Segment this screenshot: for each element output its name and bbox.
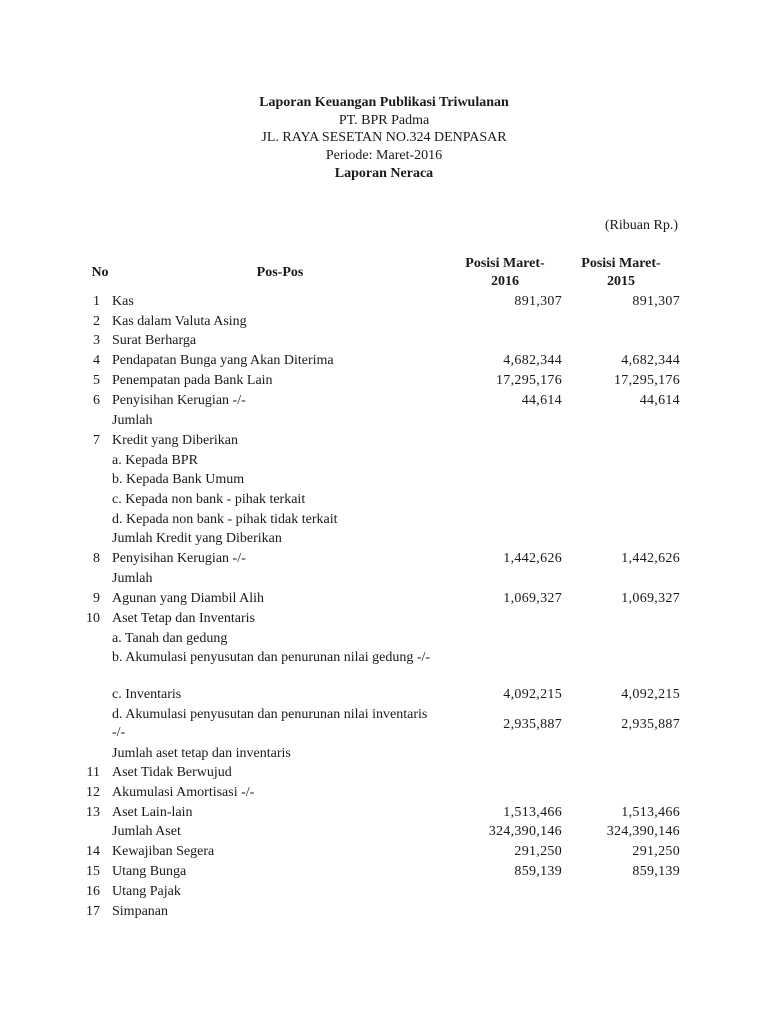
row-description: Akumulasi Amortisasi -/- <box>112 785 255 800</box>
row-number: 2 <box>93 314 100 329</box>
row-number: 4 <box>93 353 100 368</box>
row-description: Utang Bunga <box>112 864 187 879</box>
column-header-2015-line1: Posisi Maret- <box>581 256 661 271</box>
row-description: Utang Pajak <box>112 884 181 899</box>
row-description: Simpanan <box>112 904 168 919</box>
row-number: 17 <box>86 904 100 919</box>
row-number: 14 <box>86 844 100 859</box>
table-row <box>0 783 768 803</box>
row-number: 9 <box>93 591 100 606</box>
row-number: 11 <box>86 765 100 780</box>
company-name: PT. BPR Padma <box>338 113 430 128</box>
row-description: Kas dalam Valuta Asing <box>112 314 247 329</box>
row-description: d. Akumulasi penyusutan dan penurunan nilai inventaris -/- <box>112 707 428 740</box>
row-value-2015: 859,139 <box>632 864 680 879</box>
column-header-no: No <box>91 265 109 280</box>
column-header-item: Pos-Pos <box>256 265 304 280</box>
row-description: a. Kepada BPR <box>112 453 198 468</box>
row-value-2016: 891,307 <box>514 294 562 309</box>
table-row <box>0 803 768 823</box>
row-number: 3 <box>93 333 100 348</box>
column-header-2016 <box>440 255 570 291</box>
row-value-2016: 1,513,466 <box>503 805 562 820</box>
column-header-2015 <box>556 255 686 291</box>
row-value-2016: 4,092,215 <box>503 687 562 702</box>
report-title: Laporan Keuangan Publikasi Triwulanan <box>259 95 509 110</box>
row-number: 1 <box>93 294 100 309</box>
table-row <box>0 882 768 902</box>
table-row <box>0 569 768 589</box>
row-value-2016: 859,139 <box>514 864 562 879</box>
table-row <box>0 490 768 510</box>
table-row <box>0 549 768 569</box>
row-number: 13 <box>86 805 100 820</box>
row-description: Jumlah <box>112 413 153 428</box>
table-row <box>0 529 768 549</box>
row-description: Kredit yang Diberikan <box>112 433 238 448</box>
row-description: Kewajiban Segera <box>112 844 215 859</box>
row-description: Aset Tetap dan Inventaris <box>112 611 255 626</box>
table-row <box>0 431 768 451</box>
table-row <box>0 470 768 490</box>
table-row <box>0 292 768 312</box>
row-number: 7 <box>93 433 100 448</box>
table-row <box>0 902 768 922</box>
table-row <box>0 371 768 391</box>
row-value-2015: 4,092,215 <box>621 687 680 702</box>
row-value-2015: 17,295,176 <box>614 373 680 388</box>
company-address: JL. RAYA SESETAN NO.324 DENPASAR <box>261 130 507 145</box>
row-value-2015: 891,307 <box>632 294 680 309</box>
table-row <box>0 609 768 629</box>
table-row <box>0 510 768 530</box>
row-value-2016: 44,614 <box>521 393 562 408</box>
row-value-2015: 291,250 <box>632 844 680 859</box>
table-row <box>0 842 768 862</box>
row-description: Aset Lain-lain <box>112 805 193 820</box>
row-description: Jumlah Aset <box>112 824 181 839</box>
row-description: c. Inventaris <box>112 687 182 702</box>
table-row <box>0 451 768 471</box>
row-number: 5 <box>93 373 100 388</box>
row-description: b. Kepada Bank Umum <box>112 472 245 487</box>
row-number: 15 <box>86 864 100 879</box>
row-value-2016: 1,069,327 <box>503 591 562 606</box>
row-description: Pendapatan Bunga yang Akan Diterima <box>112 353 334 368</box>
table-row <box>0 331 768 351</box>
row-description: Penyisihan Kerugian -/- <box>112 551 246 566</box>
row-description: d. Kepada non bank - pihak tidak terkait <box>112 512 338 527</box>
row-value-2015: 1,442,626 <box>621 551 680 566</box>
row-description: a. Tanah dan gedung <box>112 631 228 646</box>
table-row <box>0 351 768 371</box>
row-description: Penempatan pada Bank Lain <box>112 373 273 388</box>
row-description: Agunan yang Diambil Alih <box>112 591 265 606</box>
row-description: Penyisihan Kerugian -/- <box>112 393 246 408</box>
row-value-2015: 324,390,146 <box>606 824 680 839</box>
row-description: Kas <box>112 294 134 309</box>
table-row <box>0 862 768 882</box>
table-row <box>0 822 768 842</box>
report-period: Periode: Maret-2016 <box>325 148 443 163</box>
table-row <box>0 629 768 649</box>
table-row <box>0 685 768 705</box>
row-number: 12 <box>86 785 100 800</box>
row-value-2016: 291,250 <box>514 844 562 859</box>
row-description: b. Akumulasi penyusutan dan penurunan nilai gedung -/- <box>112 650 431 665</box>
table-row <box>0 391 768 411</box>
row-value-2016: 324,390,146 <box>488 824 562 839</box>
row-number: 16 <box>86 884 100 899</box>
column-header-2015-line2: 2015 <box>607 274 635 289</box>
row-value-2016: 2,935,887 <box>503 717 562 732</box>
row-value-2015: 1,513,466 <box>621 805 680 820</box>
row-value-2015: 44,614 <box>639 393 680 408</box>
report-subtitle: Laporan Neraca <box>334 166 434 181</box>
row-description: Jumlah <box>112 571 153 586</box>
table-row <box>0 312 768 332</box>
row-value-2016: 17,295,176 <box>496 373 562 388</box>
table-row <box>0 763 768 783</box>
table-row <box>0 589 768 609</box>
table-row <box>0 411 768 431</box>
row-description: Aset Tidak Berwujud <box>112 765 232 780</box>
row-value-2015: 2,935,887 <box>621 717 680 732</box>
row-value-2015: 1,069,327 <box>621 591 680 606</box>
currency-unit: (Ribuan Rp.) <box>604 218 678 233</box>
row-number: 6 <box>93 393 100 408</box>
row-value-2016: 1,442,626 <box>503 551 562 566</box>
table-row <box>0 706 768 742</box>
row-description: c. Kepada non bank - pihak terkait <box>112 492 306 507</box>
row-value-2015: 4,682,344 <box>621 353 680 368</box>
column-header-2016-line1: Posisi Maret- <box>465 256 545 271</box>
row-number: 8 <box>93 551 100 566</box>
row-description: Jumlah Kredit yang Diberikan <box>112 531 282 546</box>
column-header-2016-line2: 2016 <box>491 274 519 289</box>
table-row <box>0 744 768 764</box>
table-row <box>0 649 768 685</box>
row-number: 10 <box>86 611 100 626</box>
row-description: Surat Berharga <box>112 333 197 348</box>
row-description: Jumlah aset tetap dan inventaris <box>112 746 291 761</box>
row-value-2016: 4,682,344 <box>503 353 562 368</box>
